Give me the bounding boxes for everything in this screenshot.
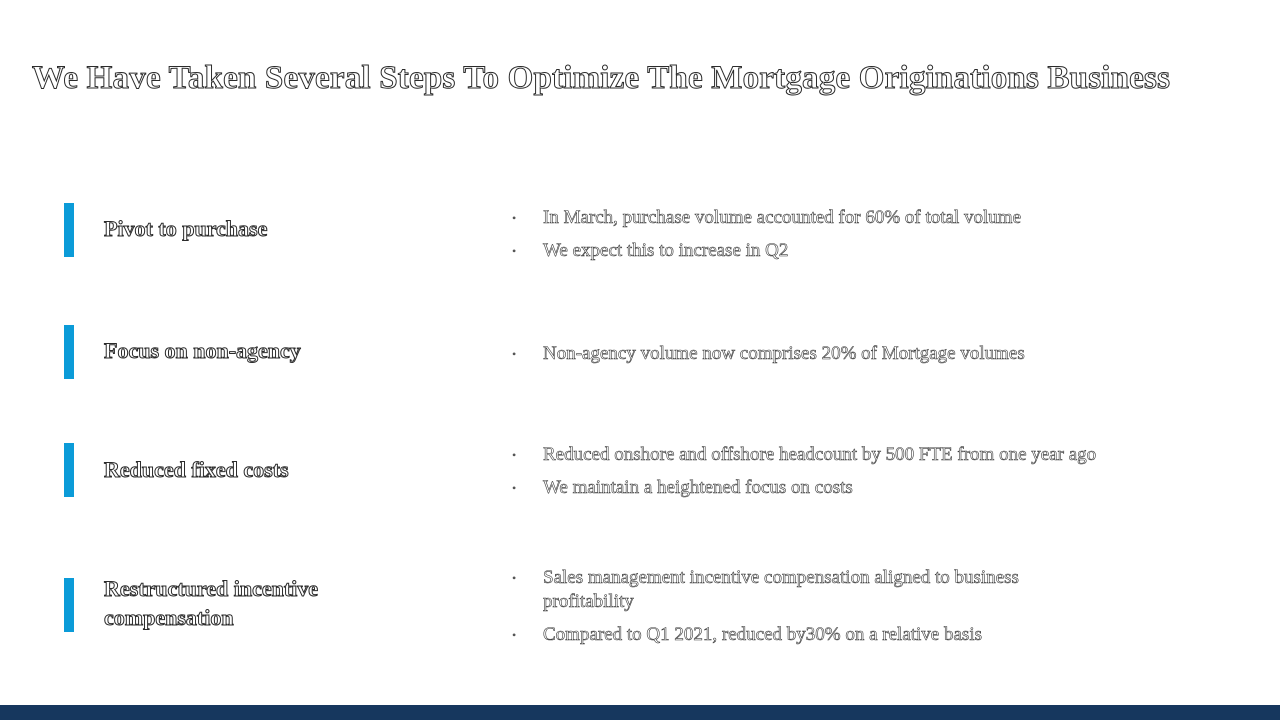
accent-bar [64, 325, 74, 379]
bullet-icon: • [512, 628, 517, 642]
step-bullets [512, 342, 1212, 375]
bullet-text: Non-agency volume now comprises 20% of Mortgage volumes [543, 343, 1025, 364]
bullet-icon: • [512, 211, 517, 225]
slide-title: We Have Taken Several Steps To Optimize The Mortgage Originations Business [32, 60, 1171, 96]
step-label: Focus on non-agency [104, 338, 301, 363]
step-bullets [512, 206, 1212, 272]
accent-bar [64, 443, 74, 497]
accent-bar [64, 578, 74, 632]
bullet-text: Sales management incentive compensation aligned to business profitability [543, 567, 1019, 612]
step-bullets [512, 566, 1112, 656]
bullet-item [512, 476, 1212, 500]
accent-bar [64, 203, 74, 257]
bullet-text: We maintain a heightened focus on costs [543, 477, 853, 498]
bullet-icon: • [512, 448, 517, 462]
bullet-item [512, 623, 1112, 647]
bullet-item [512, 206, 1212, 230]
bullet-text: We expect this to increase in Q2 [543, 240, 789, 261]
step-label: Restructured incentive compensation [104, 576, 319, 630]
step-label: Pivot to purchase [104, 216, 268, 241]
bullet-icon: • [512, 244, 517, 258]
bullet-item [512, 566, 1112, 614]
bullet-item [512, 239, 1212, 263]
bullet-icon: • [512, 571, 517, 585]
bullet-icon: • [512, 347, 517, 361]
bullet-icon: • [512, 481, 517, 495]
bullet-item [512, 342, 1212, 366]
bullet-text: Reduced onshore and offshore headcount by 500 FTE from one year ago [543, 444, 1097, 465]
bullet-text: In March, purchase volume accounted for 60% of total volume [543, 207, 1022, 228]
step-label: Reduced fixed costs [104, 457, 289, 482]
step-bullets [512, 443, 1212, 509]
footer-bar [0, 705, 1280, 720]
bullet-item [512, 443, 1212, 467]
bullet-text: Compared to Q1 2021, reduced by30% on a relative basis [543, 624, 982, 645]
